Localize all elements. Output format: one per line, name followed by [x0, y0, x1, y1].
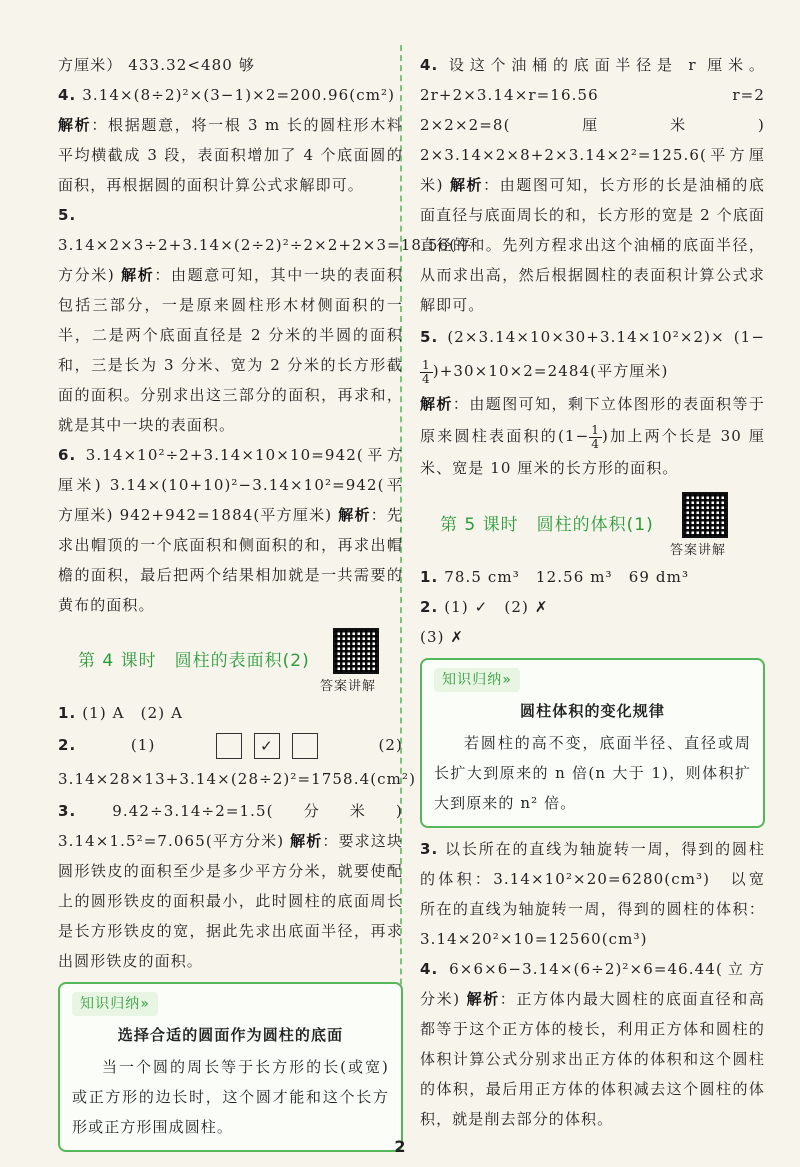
answer-text: 3.14×(8÷2)²×(3−1)×2=200.96(cm²) [82, 86, 396, 104]
answer-text: 9.42÷3.14÷2=1.5(分米) 3.14×1.5²=7.065(平方分米) [58, 802, 403, 850]
answer-line: 方厘米） 433.32<480 够 [58, 56, 255, 74]
analysis-text: ：由题图可知，剩下立体图形的表面积等于原来圆柱表面积的 [420, 395, 765, 445]
analysis-text: ：由题意可知，其中一块的表面积包括三部分，一是原来圆柱形木材侧面积的一半，二是两个底面直径是 2 分米的半圆的面积和，三是长为 3 分米、宽为 2 分米的长方形截面的面积。分别求出这三部分的面积，再求和，就是其中一块的表面积。 [58, 266, 403, 434]
analysis-4 [58, 110, 403, 200]
right-column [420, 50, 782, 1134]
numerator: 1 [591, 422, 600, 437]
analysis-label: 解析 [466, 990, 500, 1008]
qr-code-icon[interactable] [333, 628, 379, 674]
answer-3 [420, 834, 765, 954]
denominator: 4 [591, 436, 600, 451]
question-4 [58, 80, 403, 110]
answer-text: (1) ✓ (2) ✗ [444, 598, 549, 616]
question-number: 5. [58, 206, 77, 224]
knowledge-box [420, 658, 765, 828]
answer-2 [58, 728, 417, 796]
answer-4 [420, 954, 765, 1134]
section-header-lesson-5 [420, 492, 765, 556]
answer-text: 3.14×10²÷2+3.14×10×10=942(平方厘米) 3.14×(10+10)²−3.14×10²=942(平方厘米) 942+942=1884(平方厘米) [58, 446, 403, 524]
analysis-label: 解析 [338, 506, 371, 524]
analysis-text: ：由题图可知，长方形的长是油桶的底面直径与底面周长的和，长方形的宽是 2 个底面直径的和。先列方程求出这个油桶的底面半径，从而求出高，然后根据圆柱的表面积计算公式求解即可。 [420, 176, 765, 314]
question-5 [58, 200, 473, 440]
page-number: 2 [394, 1137, 406, 1156]
paren-close: ) [602, 427, 609, 445]
answer-text: 以长所在的直线为轴旋转一周，得到的圆柱的体积：3.14×10²×20=6280(cm³) 以宽所在的直线为轴旋转一周，得到的圆柱的体积：3.14×20²×10=12560(cm³) [420, 840, 765, 948]
question-number: 1. [58, 704, 77, 722]
answer-text: 6×6×6−3.14×(6÷2)²×6=46.44(立方分米) [420, 960, 765, 1008]
answer-2-3: (3) ✗ [420, 628, 465, 646]
knowledge-body: 若圆柱的高不变，底面半径、直径或周长扩大到原来的 n 倍(n 大于 1)，则体积扩大到原来的 n² 倍。 [434, 734, 751, 812]
question-number: 3. [58, 802, 77, 820]
analysis-label: 解析 [290, 832, 323, 850]
analysis-label: 解析 [121, 266, 155, 284]
question-number: 5. [420, 328, 439, 346]
analysis-text: ：先求出帽顶的一个底面积和侧面积的和，再求出帽檐的面积，最后把两个结果相加就是一共需要的黄布的面积。 [58, 506, 404, 614]
paren-open: (1− [733, 328, 765, 346]
answer-text: 78.5 cm³ 12.56 m³ 69 dm³ [444, 568, 690, 586]
question-number: 2. [58, 736, 77, 754]
question-4 [420, 50, 782, 320]
analysis-label: 解析 [58, 116, 92, 134]
knowledge-tag: 知识归纳» [72, 992, 158, 1016]
knowledge-title: 选择合适的圆面作为圆柱的底面 [117, 1026, 344, 1044]
answer-2 [420, 592, 765, 622]
analysis-label: 解析 [420, 395, 453, 413]
answer-text: )+30×10×2=2484(平方厘米) [432, 362, 669, 380]
question-number: 6. [58, 446, 77, 464]
knowledge-body: 当一个圆的周长等于长方形的长(或宽)或正方形的边长时，这个圆才能和这个长方形或正方形围成圆柱。 [72, 1058, 389, 1136]
analysis-text: ：正方体内最大圆柱的底面直径和高都等于这个正方体的棱长，利用正方体和圆柱的体积计算公式分别求出正方体的体积和这个圆柱的体积，最后用正方体的体积减去这个圆柱的体积，就是削去部分的体积。 [420, 990, 765, 1128]
answer-text: 设这个油桶的底面半径是 r 厘米。 2r+2×3.14×r=16.56 r=2 2×2×2=8(厘米) 2×3.14×2×8+2×3.14×2²=125.6(平方厘米) [420, 56, 782, 194]
section-title: 第 5 课时 圆柱的体积(1) [440, 515, 654, 535]
fraction [589, 424, 602, 451]
answer-1 [58, 698, 403, 728]
question-number: 1. [420, 568, 439, 586]
question-5 [420, 320, 765, 388]
analysis-text: ：要求这块圆形铁皮的面积至少是多少平方分米，就要使配上的圆形铁皮的面积最小，此时圆柱的底面周长是长方形铁皮的宽，据此先求出底面半径，再求出圆形铁皮的面积。 [58, 832, 403, 970]
checkbox-empty [292, 733, 318, 759]
section-header-lesson-4 [58, 628, 403, 692]
fraction [420, 359, 433, 386]
question-number: 4. [420, 56, 439, 74]
answer-part: (1) [130, 736, 156, 754]
numerator: 1 [422, 357, 431, 372]
analysis-label: 解析 [449, 176, 484, 194]
paren-open: (1− [557, 427, 590, 445]
question-number: 4. [420, 960, 439, 978]
answer-text: (2×3.14×10×30+3.14×10²×2)× [447, 328, 725, 346]
checkbox-empty [216, 733, 242, 759]
qr-label: 答案讲解 [670, 543, 727, 558]
answer-text: (2) 3.14×28×13+3.14×(28÷2)²=1758.4(cm²) [58, 736, 417, 788]
answer-1 [420, 562, 765, 592]
answer-text: (1) A (2) A [82, 704, 184, 722]
knowledge-tag: 知识归纳» [434, 668, 520, 692]
qr-code-icon[interactable] [682, 492, 728, 538]
analysis-5 [420, 388, 765, 484]
left-column [58, 50, 473, 1158]
question-number: 4. [58, 86, 77, 104]
analysis-text: ：根据题意，将一根 3 m 长的圆柱形木料平均横截成 3 段，表面积增加了 4 个底面圆的面积，再根据圆的面积计算公式求解即可。 [58, 116, 403, 194]
question-number: 3. [420, 840, 439, 858]
knowledge-box [58, 982, 403, 1152]
section-title: 第 4 课时 圆柱的表面积(2) [78, 651, 310, 671]
checkbox-checked: ✓ [254, 733, 280, 759]
question-6 [58, 440, 403, 620]
question-number: 2. [420, 598, 439, 616]
analysis-text: 加上两个长是 30 厘米、宽是 10 厘米的长方形的面积。 [420, 427, 765, 477]
qr-label: 答案讲解 [320, 679, 377, 694]
knowledge-title: 圆柱体积的变化规律 [520, 702, 665, 720]
answer-3 [58, 796, 403, 976]
answer-text: 3.14×2×3÷2+3.14×(2÷2)²÷2×2+2×3=18.56(平方分米) [58, 236, 473, 284]
denominator: 4 [422, 371, 431, 386]
